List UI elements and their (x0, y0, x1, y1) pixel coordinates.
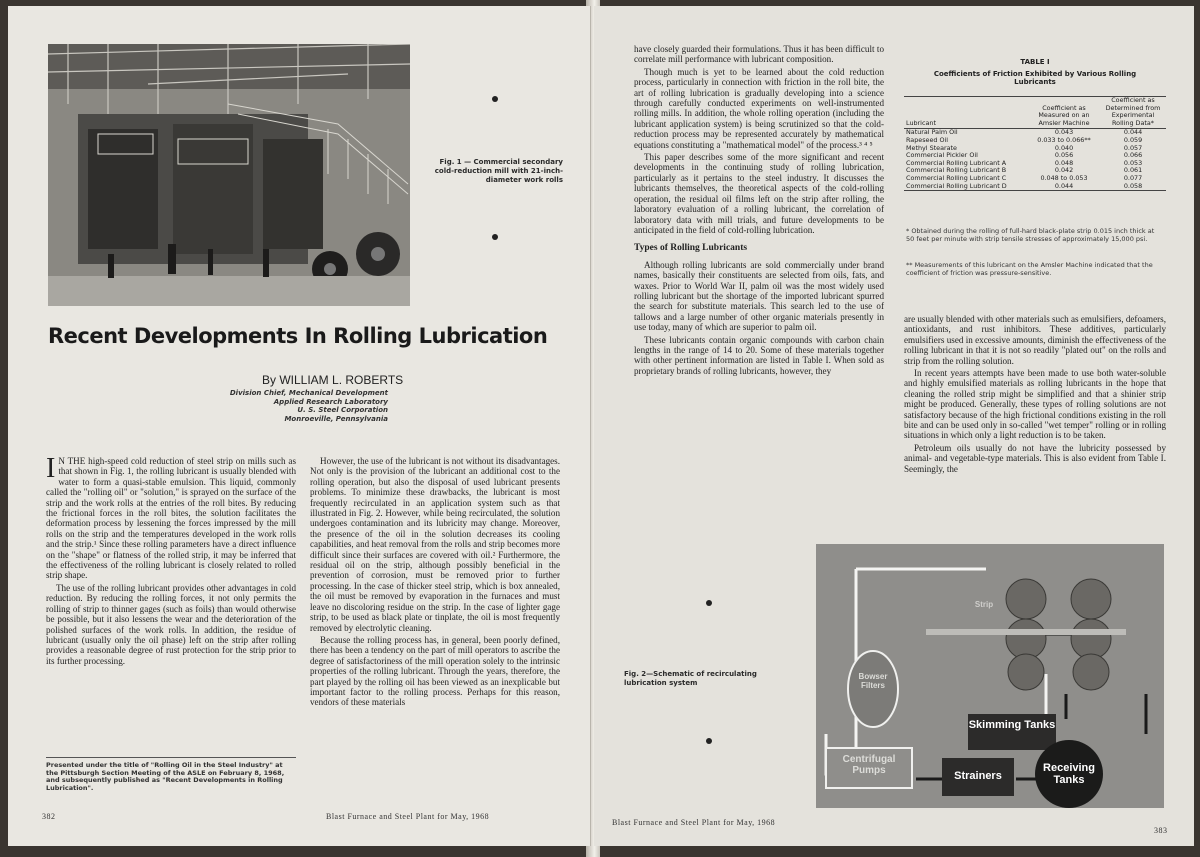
skimming-tanks-label: Skimming Tanks (968, 719, 1056, 731)
left-column-1: I N THE high-speed cold reduction of steel strip on mills such as that shown in Fig. 1, the rolling lubricant is usually blended with water to form a quasi-stable emulsion. This liquid, commonly called the "rolling oil" or "solution," is sprayed on the surface of the strip and the work rolls at the entries of the roll bites. By reducing the frictional forces in the roll bites, the solution facilitates the deformation process by lessening the forces impressed by the mill rolls on the strip and the temperatures developed in the work rolls and the strip.¹ Since these rolling parameters have a direct influence on the "shape" or flatness of the rolled strip, it may be inferred that the effectiveness of the rolling lubricant is closely related to rolled strip shape. The use of the rolling lubricant provides other advantages in cold reduction. By reducing the rolling forces, it not only permits the rolling of strip to thinner gages (such as foils) than would otherwise be possible, but it also lessens the wear and the deterioration of the polished surfaces of the work rolls. In addition, the residue of lubricant (usually only the oil phase) left on the strip after rolling provides a reasonable degree of rust protection for the strip prior to its further processing. (46, 453, 296, 666)
registration-dot (706, 600, 712, 606)
table-note: ** Measurements of this lubricant on the Amsler Machine indicated that the coefficient of friction was pressure-sensitive. (906, 261, 1153, 277)
receiving-tanks-label: Receiving Tanks (1043, 762, 1095, 786)
footnote-rule (46, 757, 296, 758)
table-row: Commercial Rolling Lubricant A 0.048 0.053 (906, 158, 1143, 167)
fig2-caption: Fig. 2—Schematic of recirculating lubrication system (624, 670, 757, 687)
bowser-filters-label: Bowser Filters (858, 672, 888, 690)
table-note: * Obtained during the rolling of full-hard black-plate strip 0.015 inch thick at 50 feet per minute with strip tensile stresses of approximately 15,000 psi. (906, 227, 1155, 243)
centrifugal-pumps-label: Centrifugal Pumps (842, 754, 896, 776)
table-header: Coefficient as Measured on an Amsler Machine (1038, 103, 1090, 127)
table-subtitle: Coefficients of Friction Exhibited by Various Rolling Lubricants (933, 70, 1137, 86)
drop-cap: I (46, 453, 56, 484)
byline: By WILLIAM L. ROBERTS (262, 373, 404, 387)
right-column-1: have closely guarded their formulations. Thus it has been difficult to correlate mill performance with lubricant composition. Though much is yet to be learned about the cold reduction process, particularly in connection with friction in the roll bite, the art of rolling lubrication is gradually developing into a science through carefully conducted experiments on well-instrumented rolling mills. In addition, the whole rolling operation (including the lubricant application system) is being scrutinized so that the cold-reduction process may be represented accurately by mathematical equations constituting a "mathematical model" of the process.³ ⁴ ⁵ This paper describes some of the more significant and recent developments in the continuing study of rolling lubrication, particularly as it pertains to the steel industry. It discusses the lubricants themselves, the theoretical aspects of the cold-rolling operation, the residual oil films left on the strip after rolling, the laboratory evaluation of a rolling lubricant, the correlation of laboratory data with mill trials, and future developments to be anticipated in the field of cold-rolling lubrication. Types of Rolling Lubricants Although rolling lubricants are sold commercially under brand names, basically their constituents are selected from oils, fats, and waxes. Prior to World War II, palm oil was the most widely used rolling lubricant but the shortage of the imported lubricant spurred the search for substitute materials. This search led to the use of tallows and a large number of other organic materials presently in use today, many of which are superior to palm oil. These lubricants contain organic compounds with carbon chain lengths in the range of 14 to 20. Some of these materials together with other pertinent information are listed in Table I. When sold as proprietary brands of rolling lubricants, however, they (634, 44, 884, 376)
table-header-row (904, 97, 1166, 129)
recirculation-diagram (816, 544, 1164, 808)
friction-table (904, 96, 1166, 191)
right-column-2: are usually blended with other materials such as emulsifiers, defoamers, antioxidants, and rust inhibitors. These additives, particularly emulsifiers used in excessive amounts, diminish the effectiveness of the rolling lubricant in that it is not so readily "plated out" on the rolls and strip from the rolling solution. In recent years attempts have been made to use both water-soluble and highly emulsified materials as rolling lubricants in the hope that cleaning the rolled strip might be simplified and that a shinier strip might be produced. Generally, these types of rolling solutions are not satisfactory because of the high frictional conditions existing in the roll bite and can be used only in so-called "wet temper" rolling or in rolling situations in which only a light reduction is to be taken. Petroleum oils usually do not have the lubricity possessed by animal- and vegetable-type materials. This is also evident from Table I. Seemingly, the (904, 314, 1166, 474)
table-row: Methyl Stearate 0.040 0.057 (906, 143, 1143, 152)
table-row: Commercial Rolling Lubricant B 0.042 0.061 (906, 166, 1143, 175)
registration-dot (706, 738, 712, 744)
table-row: Commercial Rolling Lubricant D 0.044 0.058 (904, 183, 1166, 191)
section-heading: Types of Rolling Lubricants (634, 243, 748, 254)
left-page (8, 6, 591, 846)
table-header: Lubricant (906, 118, 936, 127)
strainers-label: Strainers (954, 770, 1002, 782)
table-title: TABLE I (1020, 58, 1050, 66)
article-title: Recent Developments In Rolling Lubrication (48, 324, 548, 348)
table-row: Commercial Pickler Oil 0.056 0.066 (906, 151, 1143, 160)
page-footer: Blast Furnace and Steel Plant for May, 1968 (612, 818, 776, 827)
presentation-footnote: Presented under the title of "Rolling Oil in the Steel Industry" at the Pittsburgh Section Meeting of the ASLE on February 8, 1968, and subsequently published as "Recent Developments in Rolling Lubrication". (46, 761, 285, 792)
mill-photo (48, 44, 410, 306)
table-header: Coefficient as Determined from Experimental Rolling Data* (1105, 96, 1161, 127)
author-affiliation: Division Chief, Mechanical Development Applied Research Laboratory U. S. Steel Corporation Monroeville, Pennsylvania (229, 389, 388, 423)
table-row: Rapeseed Oil 0.033 to 0.066** 0.059 (906, 135, 1143, 144)
right-page (594, 6, 1194, 846)
strip-label: Strip (974, 600, 994, 609)
registration-dot (492, 96, 498, 102)
fig1-caption: Fig. 1 — Commercial secondary cold-reduction mill with 21-inch-diameter work rolls (434, 158, 563, 184)
table-row: Commercial Rolling Lubricant C 0.048 to 0.053 0.077 (906, 173, 1143, 182)
left-column-2: However, the use of the lubricant is not without its disadvantages. Not only is the provision of the lubricant an additional cost to the rolling operation, but also the disposal of used lubricant presents problems. To minimize these drawbacks, the lubricant is most frequently recirculated in an application system such as that illustrated in Fig. 2. However, while being recirculated, the solution undergoes contamination and its lubricity may change. Moreover, the presence of the oil in the solution decreases its cooling capabilities, and heat removal from the rolls and strip becomes more difficult since their surfaces are covered with oil.² Furthermore, the residual oil on the strip, although possibly beneficial in the prevention of corrosion, must be removed prior to further processing. In the case of thicker steel strip, which is box annealed, the oil must be removed by evaporation in the furnaces and must leave no discoloring residue on the strip. In the case of lighter gage strip, to be used as black plate or tinplate, the oil is most frequently removed by electrolytic cleaning. Because the rolling process has, in general, been poorly defined, there has been a tendency on the part of mill operators to ascribe the degree of satisfactoriness of the mill operation solely to the intrinsic properties of the rolling lubricant. Through the years, therefore, the part played by the rolling oil has been viewed as an inexplicable but important factor to the rolling process. Perhaps for this reason, vendors of these materials (310, 456, 560, 708)
table-row: Natural Palm Oil 0.043 0.044 (906, 128, 1143, 137)
registration-dot (492, 234, 498, 240)
page-footer: Blast Furnace and Steel Plant for May, 1968 (326, 812, 490, 821)
page-number: 382 (42, 812, 56, 821)
page-number: 383 (1154, 826, 1168, 835)
